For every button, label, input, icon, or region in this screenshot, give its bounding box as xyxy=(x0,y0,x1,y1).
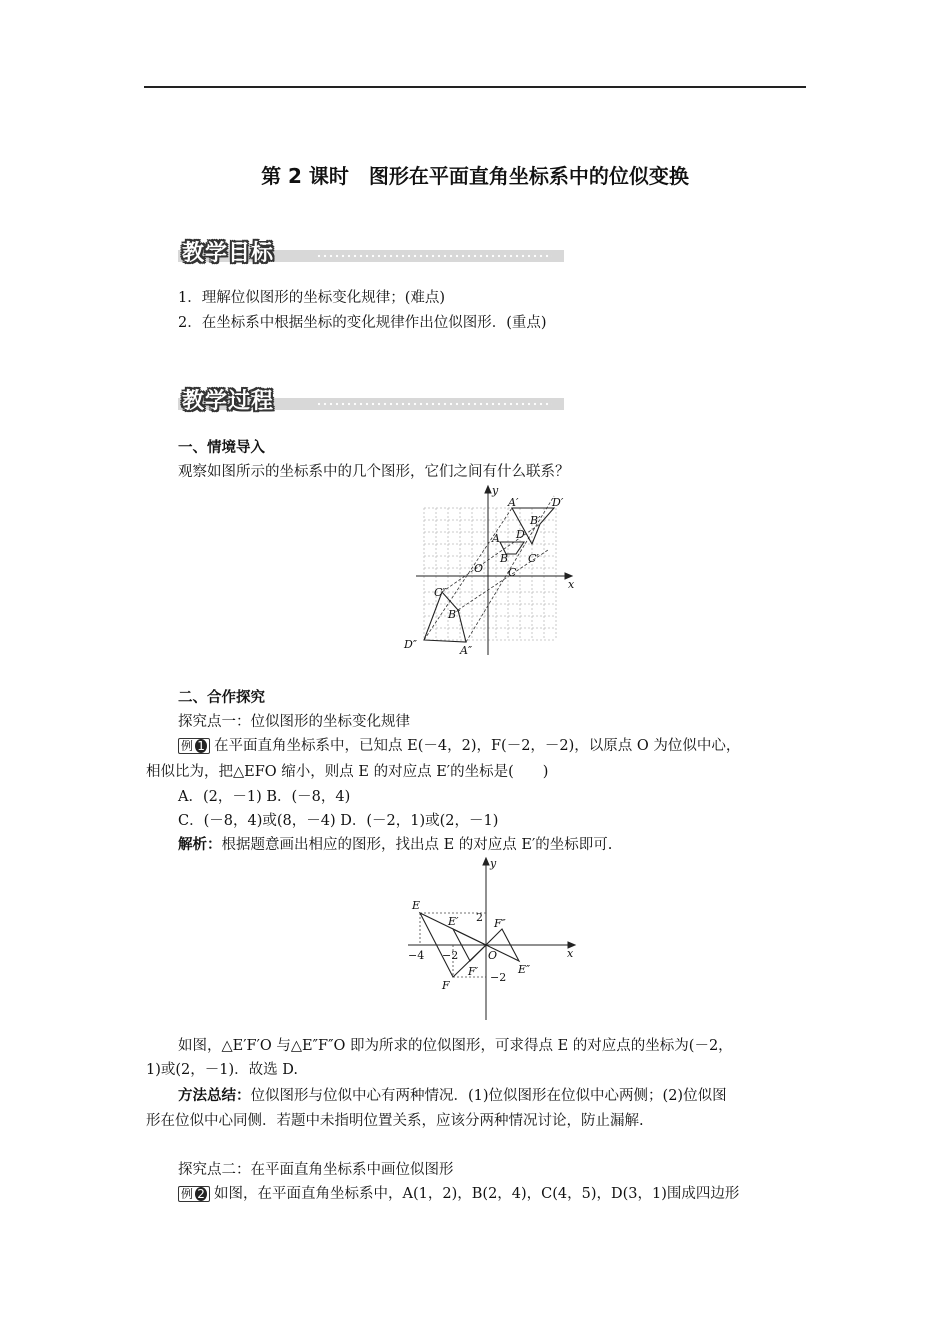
section-banner-objectives xyxy=(178,236,564,270)
part1-heading: 一、情境导入 xyxy=(178,440,265,456)
label-D: D xyxy=(516,528,525,541)
label-E: E xyxy=(412,899,421,912)
header-rule xyxy=(144,86,806,88)
label-x: x xyxy=(567,947,574,960)
label-F-prime: F′ xyxy=(468,965,479,978)
part1-text: 观察如图所示的坐标系中的几个图形，它们之间有什么联系？ xyxy=(178,464,570,480)
conclusion-line2: 1)或(2，－1)．故选 D. xyxy=(146,1062,298,1078)
label-y: y xyxy=(492,484,499,497)
label-A-double: A″ xyxy=(460,644,473,657)
label-B: B xyxy=(500,552,509,565)
label-O: O xyxy=(488,949,498,962)
example1-analysis: 解析：根据题意画出相应的图形，找出点 E 的对应点 E′的坐标即可. xyxy=(178,837,613,853)
part2-heading: 二、合作探究 xyxy=(178,690,265,706)
label-E-double: E″ xyxy=(518,963,531,976)
label-y: y xyxy=(490,857,497,870)
axes xyxy=(416,486,572,655)
tick-x-minus2: −2 xyxy=(442,949,459,962)
example2-line1: 例 2 如图，在平面直角坐标系中，A(1，2)，B(2，4)，C(4，5)，D(3，1)围成四边形 xyxy=(178,1184,739,1204)
example-badge: 例 2 xyxy=(178,1186,210,1202)
tick-y-2: 2 xyxy=(476,911,483,924)
label-F-double: F″ xyxy=(494,917,506,930)
label-D-prime: D′ xyxy=(552,496,564,509)
banner-dots xyxy=(316,400,552,408)
banner-label: 教学目标 xyxy=(182,241,275,266)
page-title: 第 2 课时 图形在平面直角坐标系中的位似变换 xyxy=(261,164,689,188)
method-summary-line2: 形在位似中心同侧．若题中未指明位置关系，应该分两种情况讨论，防止漏解. xyxy=(146,1113,644,1129)
label-C-double: C″ xyxy=(434,586,447,599)
label-F: F xyxy=(442,979,450,992)
example1-options-ab: A．(2，－1) B．(－8，4) xyxy=(178,789,351,805)
label-D-double: D″ xyxy=(404,638,417,651)
label-C: C xyxy=(508,566,517,579)
method-summary-line1: 方法总结：位似图形与位似中心有两种情况．(1)位似图形在位似中心两侧；(2)位似图 xyxy=(178,1088,727,1104)
grid xyxy=(424,508,556,640)
section-banner-process xyxy=(178,384,564,418)
banner-label: 教学过程 xyxy=(182,389,275,414)
objective-1: 1．理解位似图形的坐标变化规律；(难点) xyxy=(178,290,446,306)
explore2-heading: 探究点二：在平面直角坐标系中画位似图形 xyxy=(178,1162,454,1178)
label-B-double: B″ xyxy=(448,608,461,621)
label-A-prime: A′ xyxy=(508,496,519,509)
label-A: A xyxy=(492,532,500,545)
figure-homothety-quadrilaterals xyxy=(400,480,590,660)
objective-2: 2．在坐标系中根据坐标的变化规律作出位似图形．(重点) xyxy=(178,315,547,331)
example1-options-cd: C．(－8，4)或(8，－4) D．(－2，1)或(2，－1) xyxy=(178,813,499,829)
banner-dots xyxy=(316,252,552,260)
example1-line2: 相似比为，把△EFO 缩小，则点 E 的对应点 E′的坐标是( ) xyxy=(146,764,549,780)
tick-x-minus4: −4 xyxy=(408,949,425,962)
label-x: x xyxy=(568,578,575,591)
tick-y-minus2: −2 xyxy=(490,971,507,984)
label-E-prime: E′ xyxy=(448,915,459,928)
conclusion-line1: 如图，△E′F′O 与△E″F″O 即为所求的位似图形，可求得点 E 的对应点的坐标为(－2， xyxy=(178,1038,733,1054)
label-B-prime: B′ xyxy=(530,514,541,527)
example-badge: 例 1 xyxy=(178,738,210,754)
label-C-prime: C′ xyxy=(528,552,539,565)
explore1-heading: 探究点一：位似图形的坐标变化规律 xyxy=(178,714,410,730)
example1-line1: 例 1 在平面直角坐标系中，已知点 E(－4，2)，F(－2，－2)，以原点 O 为位似中心， xyxy=(178,736,740,756)
label-O: O xyxy=(474,562,484,575)
figure-example1-graph xyxy=(400,855,590,1025)
